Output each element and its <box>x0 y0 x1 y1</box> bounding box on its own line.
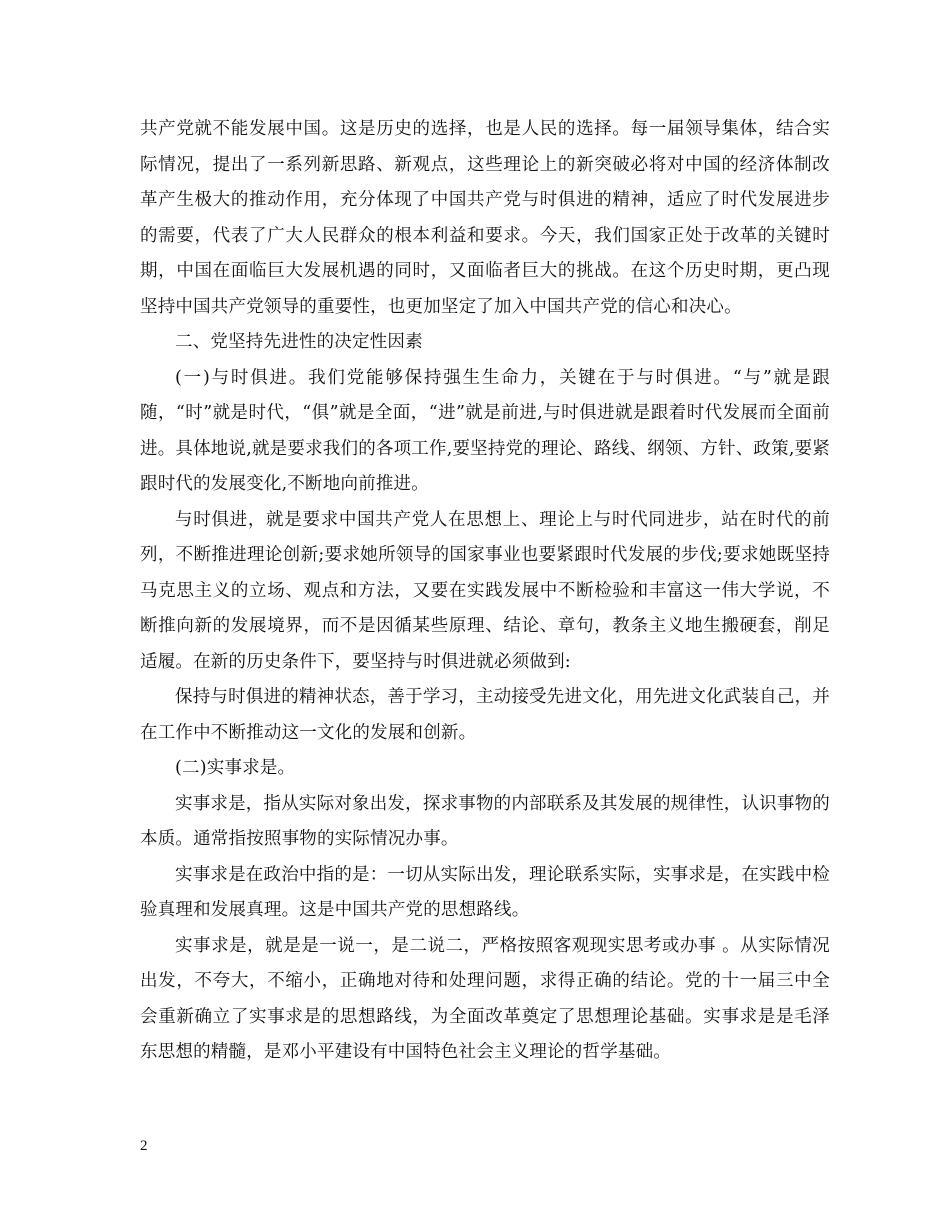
paragraph-truth-meaning: 实事求是，就是是一说一，是二说二，严格按照客观现实思考或办事 。从实际情况出发，不夸大，不缩小，正确地对待和处理问题，求得正确的结论。党的十一届三中全会重新确立了实事求是的思想路线，为全面改革奠定了思想理论基础。实事求是是毛泽东思想的精髓，是邓小平建设有中国特色社会主义理论的哲学基础。 <box>140 935 830 1062</box>
paragraph-spirit-state: 保持与时俱进的精神状态，善于学习，主动接受先进文化，用先进文化武装自己，并在工作中不断推动这一文化的发展和创新。 <box>140 687 830 743</box>
document-body <box>140 112 830 1071</box>
paragraph-truth-politics: 实事求是在政治中指的是：一切从实际出发，理论联系实际，实事求是，在实践中检验真理和发展真理。这是中国共产党的思想路线。 <box>140 864 830 920</box>
section-heading-2: 二、党坚持先进性的决定性因素 <box>175 332 423 352</box>
page-number: 2 <box>140 1138 148 1154</box>
paragraph-continuation: 共产党就不能发展中国。这是历史的选择，也是人民的选择。每一届领导集体，结合实际情况，提出了一系列新思路、新观点，这些理论上的新突破必将对中国的经济体制改革产生极大的推动作用，充分体现了中国共产党与时俱进的精神，适应了时代发展进步的需要，代表了广大人民群众的根本利益和要求。今天，我们国家正处于改革的关键时期，中国在面临巨大发展机遇的同时，又面临者巨大的挑战。在这个历史时期，更凸现坚持中国共产党领导的重要性，也更加坚定了加入中国共产党的信心和决心。 <box>140 119 830 317</box>
subsection-keep-pace-with-times: (一)与时俱进。我们党能够保持强生生命力，关键在于与时俱进。“与”就是跟随，“时”就是时代，“俱”就是全面，“进”就是前进,与时俱进就是跟着时代发展而全面前进。具体地说,就是要求我们的各项工作,要坚持党的理论、路线、纲领、方针、政策,要紧跟时代的发展变化,不断地向前推进。 <box>140 367 830 494</box>
subsection-seek-truth-from-facts: (二)实事求是。 <box>175 758 296 778</box>
paragraph-truth-definition: 实事求是，指从实际对象出发，探求事物的内部联系及其发展的规律性，认识事物的本质。通常指按照事物的实际情况办事。 <box>140 793 830 849</box>
paragraph-keep-pace-requirements: 与时俱进，就是要求中国共产党人在思想上、理论上与时代同进步，站在时代的前列，不断推进理论创新;要求她所领导的国家事业也要紧跟时代发展的步伐;要求她既坚持马克思主义的立场、观点和方法，又要在实践发展中不断检验和丰富这一伟大学说，不断推向新的发展境界，而不是因循某些原理、结论、章句，教条主义地生搬硬套，削足适履。在新的历史条件下，要坚持与时俱进就必须做到: <box>140 509 830 672</box>
